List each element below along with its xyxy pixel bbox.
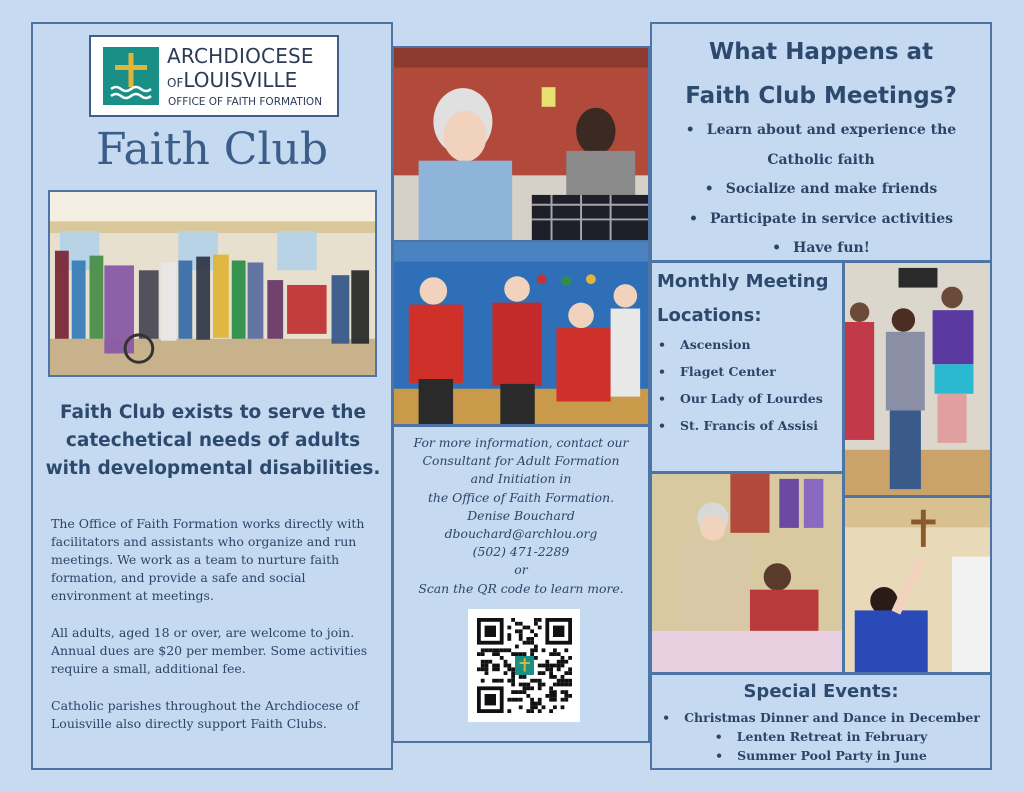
- location-item: • Flaget Center: [658, 358, 823, 385]
- what-happens-panel: [650, 22, 992, 262]
- contact-line-2: Consultant for Adult Formation: [422, 453, 620, 469]
- what-happens-title-line-2: Faith Club Meetings?: [685, 83, 957, 109]
- locations-title: [657, 265, 828, 333]
- page-title: Faith Club: [95, 124, 329, 175]
- christmas-dance-photo: [392, 240, 650, 426]
- location-item: • Our Lady of Lourdes: [658, 385, 823, 412]
- qr-code[interactable]: [468, 609, 580, 722]
- craft-activity-photo: [392, 46, 650, 242]
- list-item: • Socialize and make friends: [652, 175, 990, 205]
- event-item: • Christmas Dinner and Dance in December: [652, 708, 990, 727]
- location-item: • St. Francis of Assisi: [658, 412, 823, 439]
- contact-email[interactable]: dbouchard@archlou.org: [444, 526, 598, 542]
- special-events-title: Special Events:: [743, 681, 899, 702]
- archdiocese-logo: [89, 35, 339, 117]
- paragraph-dues: All adults, aged 18 or over, are welcome to join. Annual dues are $20 per member. Some activities require a small, additional fee.: [51, 625, 368, 676]
- left-panel: [31, 22, 393, 770]
- locations-title-line-1: Monthly Meeting: [657, 271, 829, 292]
- contact-or: or: [514, 562, 528, 578]
- what-happens-list: [652, 116, 990, 264]
- special-events-list: [652, 708, 990, 765]
- special-events-panel: [650, 673, 992, 770]
- paragraph-parishes: Catholic parishes throughout the Archdiocese of Louisville also directly support Faith Clubs.: [51, 698, 359, 731]
- contact-name: Denise Bouchard: [467, 507, 575, 523]
- contact-line-3: and Initiation in: [470, 471, 572, 487]
- list-item: • Learn about and experience the: [652, 116, 990, 146]
- table-activity-photo: [650, 472, 844, 674]
- event-item: • Lenten Retreat in February: [652, 727, 990, 746]
- list-item-continuation: Catholic faith: [767, 151, 875, 168]
- church-group-photo: [48, 190, 377, 377]
- contact-panel: [392, 425, 650, 743]
- locations-title-line-2: Locations:: [657, 305, 762, 326]
- contact-text: [394, 434, 648, 598]
- locations-panel: [650, 261, 844, 473]
- logo-line-office: OFFICE OF FAITH FORMATION: [168, 96, 323, 108]
- what-happens-title-line-1: What Happens at: [708, 39, 934, 65]
- cross-waves-icon: [103, 47, 159, 105]
- what-happens-title: [652, 30, 990, 118]
- logo-of: OF: [167, 76, 184, 90]
- cross-hanging-photo: [843, 496, 992, 674]
- event-item: • Summer Pool Party in June: [652, 746, 990, 765]
- group-dance-photo: [843, 261, 992, 497]
- logo-louisville: LOUISVILLE: [183, 68, 298, 92]
- logo-line-louisville: [167, 68, 297, 92]
- contact-line-4: the Office of Faith Formation.: [427, 489, 615, 505]
- mission-statement: Faith Club exists to serve the catechetical needs of adults with developmental disabilities.: [45, 402, 381, 479]
- contact-phone[interactable]: (502) 471-2289: [472, 544, 570, 560]
- list-item: • Have fun!: [652, 234, 990, 264]
- list-item: • Participate in service activities: [652, 205, 990, 235]
- location-item: • Ascension: [658, 331, 823, 358]
- locations-list: [658, 331, 823, 439]
- qr-instruction: Scan the QR code to learn more.: [418, 580, 624, 596]
- contact-line-1: For more information, contact our: [413, 435, 629, 450]
- logo-line-archdiocese: ARCHDIOCESE: [167, 44, 314, 68]
- paragraph-office: The Office of Faith Formation works directly with facilitators and assistants who organize and run meetings. We work as a team to nurture faith formation, and provide a safe and social environment at meetings.: [51, 516, 365, 603]
